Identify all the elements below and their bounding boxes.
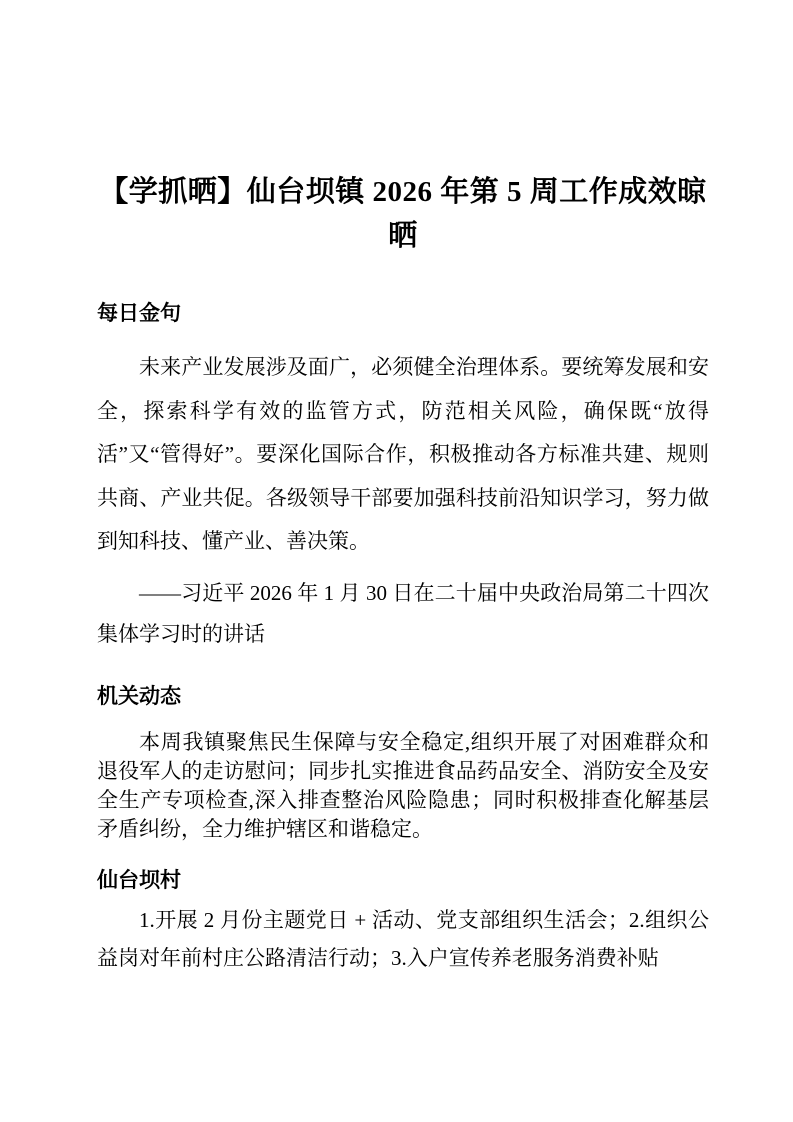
section-heading-village: 仙台坝村 — [97, 868, 181, 892]
daily-quote-attribution: ——习近平 2026 年 1 月 30 日在二十届中央政治局第二十四次集体学习时的讲话 — [97, 580, 709, 646]
section-heading-agency-news: 机关动态 — [97, 684, 181, 708]
daily-quote-body: 未来产业发展涉及面广，必须健全治理体系。要统筹发展和安全，探索科学有效的监管方式，防范相关风险，确保既“放得活”又“管得好”。要深化国际合作，积极推动各方标准共建、规则共商、产业共促。各级领导干部要加强科技前沿知识学习，努力做到知科技、懂产业、善决策。 — [97, 355, 709, 553]
page-title: 【学抓晒】仙台坝镇 2026 年第 5 周工作成效晾晒 — [99, 176, 707, 252]
section-heading-daily-quote: 每日金句 — [97, 302, 181, 325]
agency-news-body: 本周我镇聚焦民生保障与安全稳定,组织开展了对困难群众和退役军人的走访慰问；同步扎实推进食品药品安全、消防安全及安全生产专项检查,深入排查整治风险隐患；同时积极排查化解基层矛盾纠纷，全力维护辖区和谐稳定。 — [97, 729, 709, 841]
village-report-body: 1.开展 2 月份主题党日 + 活动、党支部组织生活会；2.组织公益岗对年前村庄公路清洁行动；3.入户宣传养老服务消费补贴 — [97, 907, 709, 970]
